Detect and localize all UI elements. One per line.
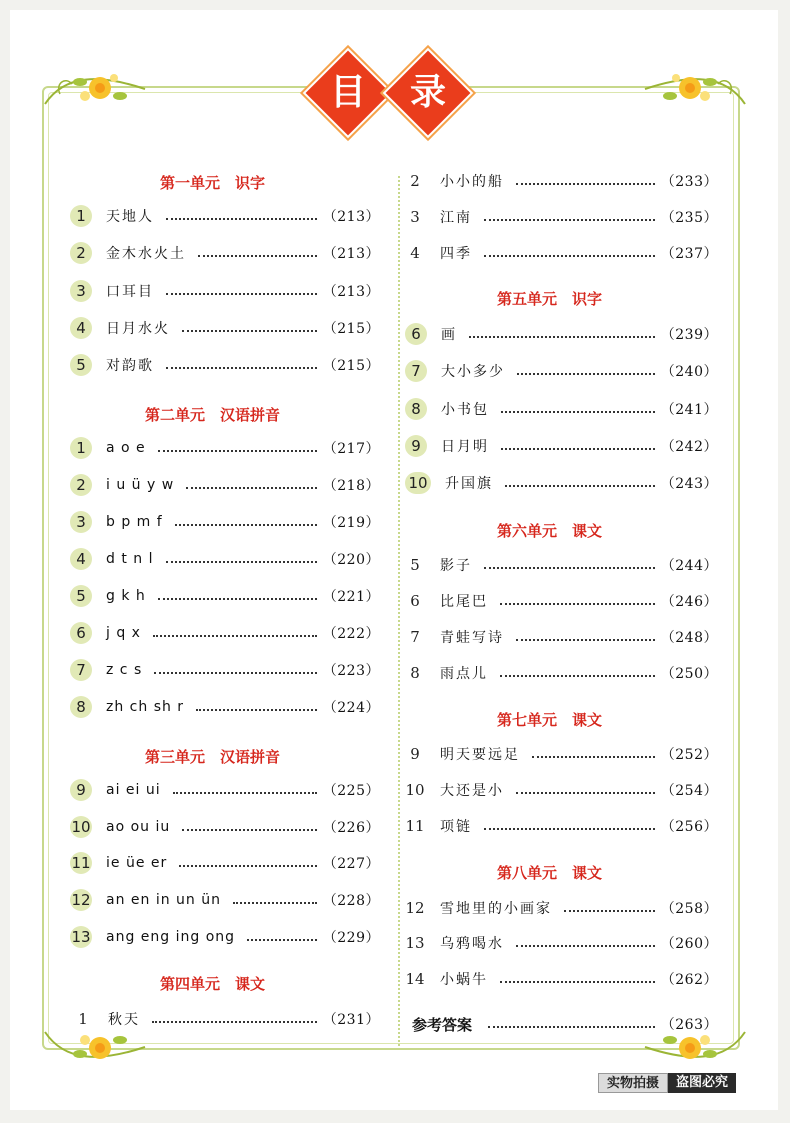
leader-dots: [166, 291, 317, 295]
entry-number: 6: [405, 323, 427, 345]
entry-number: 10: [71, 818, 91, 836]
unit-heading: 第一单元 识字: [160, 174, 266, 192]
entry-page: （262）: [660, 972, 718, 988]
toc-entry[interactable]: [400, 588, 718, 614]
entry-title: 日月水火: [106, 321, 170, 337]
toc-entry[interactable]: [70, 620, 380, 646]
entry-page: （233）: [660, 174, 718, 190]
entry-page: （220）: [322, 552, 380, 568]
entry-number: 5: [70, 585, 92, 607]
entry-title: 小蜗牛: [440, 972, 488, 988]
leader-dots: [186, 485, 317, 489]
entry-page: （226）: [322, 820, 380, 836]
entry-page: （240）: [660, 364, 718, 380]
leader-dots: [153, 633, 317, 637]
entry-number: 13: [405, 934, 425, 952]
entry-page: （241）: [660, 402, 718, 418]
toc-entry[interactable]: [400, 660, 718, 686]
entry-number: 7: [70, 659, 92, 681]
leader-dots: [152, 1019, 317, 1023]
toc-entry[interactable]: [70, 657, 380, 683]
entry-number: 4: [410, 244, 420, 262]
entry-page: （252）: [660, 747, 718, 763]
entry-number: 9: [405, 435, 427, 457]
entry-title: 升国旗: [445, 476, 493, 492]
leader-dots: [166, 365, 317, 369]
entry-title: 日月明: [441, 439, 489, 455]
entry-number: 12: [405, 899, 425, 917]
toc-entry[interactable]: [400, 930, 718, 956]
entry-title: 天地人: [106, 209, 154, 225]
toc-entry[interactable]: [400, 552, 718, 578]
entry-page: （225）: [322, 783, 380, 799]
entry-number: 4: [70, 317, 92, 339]
entry-title: 秋天: [108, 1012, 140, 1028]
entry-page: （213）: [322, 246, 380, 262]
entry-number: 10: [405, 472, 431, 494]
entry-page: （215）: [322, 358, 380, 374]
entry-title: 比尾巴: [440, 594, 488, 610]
entry-title: j q x: [106, 625, 141, 641]
toc-entry[interactable]: [400, 966, 718, 992]
unit-heading: 第五单元 识字: [497, 290, 603, 308]
entry-title: 四季: [440, 246, 472, 262]
leader-dots: [247, 937, 317, 941]
entry-page: （221）: [322, 589, 380, 605]
entry-page: （213）: [322, 209, 380, 225]
toc-entry[interactable]: [405, 470, 718, 496]
leader-dots: [196, 707, 317, 711]
entry-number: 10: [405, 781, 425, 799]
entry-number: 7: [405, 360, 427, 382]
entry-number: 8: [405, 398, 427, 420]
entry-title: 大小多少: [441, 364, 505, 380]
entry-number: 14: [405, 970, 425, 988]
entry-title: 画: [441, 327, 457, 343]
toc-entry[interactable]: [70, 887, 380, 913]
entry-page: （260）: [660, 936, 718, 952]
entry-page: （237）: [660, 246, 718, 262]
entry-number: 9: [70, 779, 92, 801]
leader-dots: [501, 409, 655, 413]
entry-page: （254）: [660, 783, 718, 799]
leader-dots: [179, 863, 317, 867]
leader-dots: [517, 371, 655, 375]
entry-title: 明天要远足: [440, 747, 520, 763]
leader-dots: [505, 483, 655, 487]
entry-number: 11: [405, 817, 425, 835]
entry-page: （229）: [322, 930, 380, 946]
toc-entry-answers[interactable]: [406, 1011, 718, 1037]
page-title-char-1: 目: [329, 72, 366, 113]
toc-entry[interactable]: [68, 1006, 380, 1032]
entry-number: 8: [70, 696, 92, 718]
entry-number: 1: [78, 1010, 88, 1028]
entry-page: （228）: [322, 893, 380, 909]
entry-title: 大还是小: [440, 783, 504, 799]
entry-page: （215）: [322, 321, 380, 337]
entry-number: 1: [70, 205, 92, 227]
toc-entry[interactable]: [400, 240, 718, 266]
leader-dots: [484, 826, 655, 830]
leader-dots: [501, 446, 655, 450]
entry-title: ai ei ui: [106, 782, 161, 798]
leader-dots: [516, 637, 655, 641]
entry-page: （244）: [660, 558, 718, 574]
entry-title: 项链: [440, 819, 472, 835]
entry-title: a o e: [106, 440, 146, 456]
entry-title: 青蛙写诗: [440, 630, 504, 646]
entry-page: （246）: [660, 594, 718, 610]
entry-page: （231）: [322, 1012, 380, 1028]
entry-number: 4: [70, 548, 92, 570]
leader-dots: [516, 790, 655, 794]
entry-title: 乌鸦喝水: [440, 936, 504, 952]
toc-entry[interactable]: [70, 583, 380, 609]
leader-dots: [564, 908, 655, 912]
entry-title: 对韵歌: [106, 358, 154, 374]
flower-ornament-top-left-icon: [40, 64, 150, 114]
entry-title: d t n l: [106, 551, 154, 567]
entry-number: 9: [410, 745, 420, 763]
entry-title: 雪地里的小画家: [440, 901, 552, 917]
entry-number: 2: [410, 172, 420, 190]
entry-number: 6: [410, 592, 420, 610]
entry-title: 影子: [440, 558, 472, 574]
leader-dots: [516, 943, 655, 947]
leader-dots: [182, 328, 317, 332]
watermark-stamp: [598, 1073, 736, 1093]
toc-entry[interactable]: [400, 813, 718, 839]
entry-page: （239）: [660, 327, 718, 343]
toc-entry[interactable]: [70, 278, 380, 304]
entry-number: 3: [70, 511, 92, 533]
entry-number: 6: [70, 622, 92, 644]
toc-entry[interactable]: [400, 168, 718, 194]
entry-page: （235）: [660, 210, 718, 226]
leader-dots: [484, 565, 655, 569]
leader-dots: [516, 181, 655, 185]
toc-entry[interactable]: [400, 777, 718, 803]
unit-heading: 第四单元 课文: [160, 975, 266, 993]
flower-ornament-top-right-icon: [640, 64, 750, 114]
toc-entry[interactable]: [405, 321, 718, 347]
entry-title: ie üe er: [106, 855, 168, 871]
entry-title: g k h: [106, 588, 146, 604]
entry-page: （248）: [660, 630, 718, 646]
entry-page: （258）: [660, 901, 718, 917]
leader-dots: [175, 522, 317, 526]
toc-entry[interactable]: [70, 472, 380, 498]
toc-entry[interactable]: [405, 396, 718, 422]
page-title-char-2: 录: [409, 72, 446, 113]
entry-title: ao ou iu: [106, 819, 171, 835]
entry-page: （217）: [322, 441, 380, 457]
entry-number: 2: [70, 474, 92, 496]
leader-dots: [488, 1024, 655, 1028]
leader-dots: [500, 601, 655, 605]
entry-title: 小小的船: [440, 174, 504, 190]
leader-dots: [166, 559, 317, 563]
toc-entry[interactable]: [405, 358, 718, 384]
entry-title: 口耳目: [106, 284, 154, 300]
entry-number: 3: [70, 280, 92, 302]
watermark-left: 实物拍摄: [598, 1073, 668, 1093]
toc-entry[interactable]: [400, 895, 718, 921]
entry-number: 7: [410, 628, 420, 646]
entry-page: （213）: [322, 284, 380, 300]
entry-title: 江南: [440, 210, 472, 226]
entry-number: 3: [410, 208, 420, 226]
toc-entry[interactable]: [70, 924, 380, 950]
answers-title: 参考答案: [412, 1015, 473, 1034]
toc-entry[interactable]: [70, 694, 380, 720]
leader-dots: [158, 596, 317, 600]
toc-entry[interactable]: [400, 624, 718, 650]
entry-title: 雨点儿: [440, 666, 488, 682]
entry-page: （263）: [660, 1017, 718, 1033]
leader-dots: [154, 670, 317, 674]
toc-entry[interactable]: [405, 433, 718, 459]
toc-entry[interactable]: [70, 315, 380, 341]
leader-dots: [484, 217, 655, 221]
watermark-right: 盗图必究: [668, 1073, 736, 1093]
entry-title: zh ch sh r: [106, 699, 185, 715]
unit-heading: 第二单元 汉语拼音: [145, 406, 281, 424]
entry-title: i u ü y w: [106, 477, 175, 493]
unit-heading: 第七单元 课文: [497, 711, 603, 729]
entry-page: （223）: [322, 663, 380, 679]
entry-page: （219）: [322, 515, 380, 531]
unit-heading: 第八单元 课文: [497, 864, 603, 882]
leader-dots: [500, 673, 655, 677]
entry-number: 12: [71, 891, 91, 909]
toc-entry[interactable]: [70, 240, 380, 266]
entry-title: an en in un ün: [106, 892, 221, 908]
leader-dots: [532, 754, 655, 758]
leader-dots: [182, 827, 317, 831]
entry-number: 1: [70, 437, 92, 459]
toc-entry[interactable]: [400, 204, 718, 230]
unit-heading: 第六单元 课文: [497, 522, 603, 540]
toc-entry[interactable]: [70, 546, 380, 572]
leader-dots: [166, 216, 317, 220]
leader-dots: [173, 790, 317, 794]
entry-page: （256）: [660, 819, 718, 835]
leader-dots: [158, 448, 317, 452]
leader-dots: [198, 253, 317, 257]
toc-entry[interactable]: [70, 777, 380, 803]
toc-entry[interactable]: [70, 814, 380, 840]
unit-heading: 第三单元 汉语拼音: [145, 748, 281, 766]
toc-page: [10, 10, 778, 1110]
toc-entry[interactable]: [70, 203, 380, 229]
entry-number: 2: [70, 242, 92, 264]
toc-entry[interactable]: [70, 435, 380, 461]
leader-dots: [500, 979, 655, 983]
entry-title: z c s: [106, 662, 143, 678]
leader-dots: [233, 900, 317, 904]
entry-number: 5: [70, 354, 92, 376]
leader-dots: [484, 253, 655, 257]
entry-title: 小书包: [441, 402, 489, 418]
entry-title: 金木水火土: [106, 246, 186, 262]
entry-title: b p m f: [106, 514, 163, 530]
entry-page: （224）: [322, 700, 380, 716]
entry-title: ang eng ing ong: [106, 929, 236, 945]
toc-entry[interactable]: [400, 741, 718, 767]
entry-number: 8: [410, 664, 420, 682]
entry-page: （222）: [322, 626, 380, 642]
toc-entry[interactable]: [70, 850, 380, 876]
toc-entry[interactable]: [70, 509, 380, 535]
entry-page: （227）: [322, 856, 380, 872]
entry-number: 5: [410, 556, 420, 574]
entry-number: 11: [71, 854, 91, 872]
entry-page: （218）: [322, 478, 380, 494]
entry-page: （243）: [660, 476, 718, 492]
toc-entry[interactable]: [70, 352, 380, 378]
entry-page: （250）: [660, 666, 718, 682]
entry-number: 13: [71, 928, 91, 946]
leader-dots: [469, 334, 655, 338]
entry-page: （242）: [660, 439, 718, 455]
